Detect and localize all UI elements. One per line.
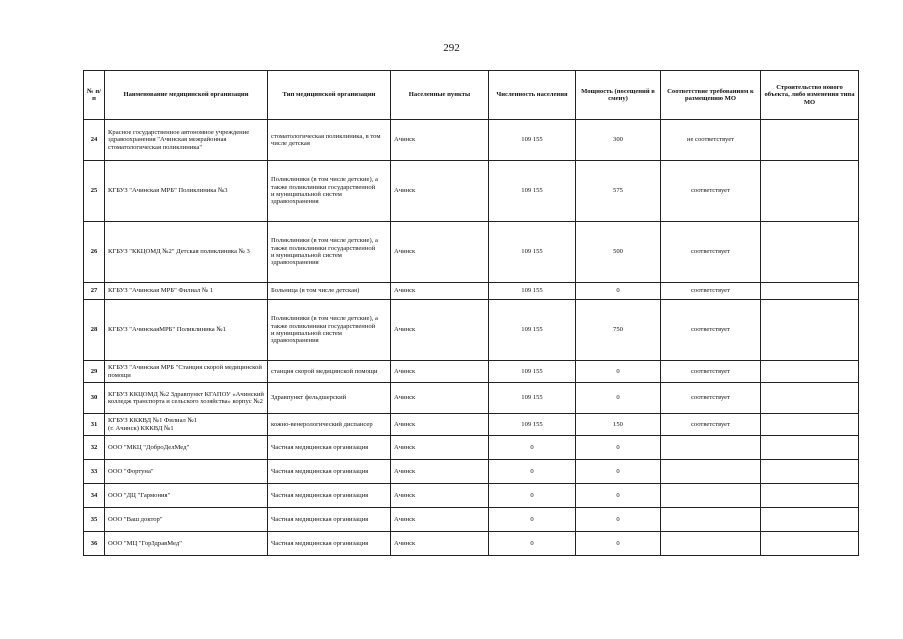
- organization-name-cell: ООО "ДЦ "Гармония": [105, 484, 268, 508]
- settlement-cell: Ачинск: [391, 300, 489, 361]
- table-header-row: [84, 71, 859, 120]
- row-number-cell: 28: [84, 300, 105, 361]
- organization-type-cell: Частная медицинская организация: [268, 436, 391, 460]
- organization-type-cell: Частная медицинская организация: [268, 508, 391, 532]
- capacity-cell: 0: [576, 361, 661, 383]
- organization-name-cell: ООО "МЦ "ГорЗдравМед": [105, 532, 268, 556]
- organization-type-cell: Частная медицинская организация: [268, 532, 391, 556]
- row-number-cell: 36: [84, 532, 105, 556]
- construction-cell: [761, 300, 859, 361]
- settlement-cell: Ачинск: [391, 383, 489, 414]
- capacity-cell: 750: [576, 300, 661, 361]
- page-number: 292: [443, 42, 460, 54]
- row-number-cell: 32: [84, 436, 105, 460]
- row-number-cell: 29: [84, 361, 105, 383]
- organization-name-cell: КГБУЗ "Ачинская МРБ" Поликлиника №3: [105, 161, 268, 222]
- table-row: [84, 414, 859, 436]
- organization-name-cell: КГБУЗ "Ачинская МРБ" Филиал № 1: [105, 283, 268, 300]
- col-header-organization-name: Наименование медицинской организации: [105, 71, 268, 120]
- compliance-cell: [661, 484, 761, 508]
- capacity-cell: 500: [576, 222, 661, 283]
- compliance-cell: не соответствует: [661, 120, 761, 161]
- construction-cell: [761, 414, 859, 436]
- organization-name-cell: КГБУЗ "ККЦОМД №2" Детская поликлиника № 3: [105, 222, 268, 283]
- organization-type-cell: Поликлиники (в том числе детские), а также поликлиники государственной и муниципальной систем здравоохранения: [268, 222, 391, 283]
- table-row: [84, 436, 859, 460]
- compliance-cell: соответствует: [661, 414, 761, 436]
- settlement-cell: Ачинск: [391, 361, 489, 383]
- capacity-cell: 150: [576, 414, 661, 436]
- construction-cell: [761, 508, 859, 532]
- organization-name-cell: КГБУЗ "АчинскаяМРБ" Поликлиника №1: [105, 300, 268, 361]
- organization-type-cell: станция скорой медицинской помощи: [268, 361, 391, 383]
- row-number-cell: 34: [84, 484, 105, 508]
- compliance-cell: [661, 508, 761, 532]
- construction-cell: [761, 460, 859, 484]
- settlement-cell: Ачинск: [391, 484, 489, 508]
- row-number-cell: 27: [84, 283, 105, 300]
- organization-type-cell: Поликлиники (в том числе детские), а также поликлиники государственной и муниципальной систем здравоохранения: [268, 300, 391, 361]
- organization-name-cell: ООО "МКЦ "ДоброДелМед": [105, 436, 268, 460]
- settlement-cell: Ачинск: [391, 283, 489, 300]
- capacity-cell: 0: [576, 283, 661, 300]
- settlement-cell: Ачинск: [391, 120, 489, 161]
- capacity-cell: 0: [576, 436, 661, 460]
- compliance-cell: соответствует: [661, 383, 761, 414]
- table-row: [84, 300, 859, 361]
- row-number-cell: 24: [84, 120, 105, 161]
- compliance-cell: соответствует: [661, 161, 761, 222]
- settlement-cell: Ачинск: [391, 222, 489, 283]
- settlement-cell: Ачинск: [391, 508, 489, 532]
- construction-cell: [761, 283, 859, 300]
- construction-cell: [761, 383, 859, 414]
- row-number-cell: 31: [84, 414, 105, 436]
- capacity-cell: 300: [576, 120, 661, 161]
- compliance-cell: [661, 436, 761, 460]
- col-header-population: Численность населения: [489, 71, 576, 120]
- organization-type-cell: кожно-венерологический диспансер: [268, 414, 391, 436]
- population-cell: 109 155: [489, 283, 576, 300]
- population-cell: 0: [489, 508, 576, 532]
- organization-name-cell: ООО "Фортуна": [105, 460, 268, 484]
- settlement-cell: Ачинск: [391, 532, 489, 556]
- compliance-cell: соответствует: [661, 222, 761, 283]
- organization-type-cell: Поликлиники (в том числе детские), а также поликлиники государственной и муниципальной систем здравоохранения: [268, 161, 391, 222]
- settlement-cell: Ачинск: [391, 161, 489, 222]
- table-row: [84, 361, 859, 383]
- table-row: [84, 532, 859, 556]
- capacity-cell: 0: [576, 508, 661, 532]
- construction-cell: [761, 222, 859, 283]
- compliance-cell: соответствует: [661, 361, 761, 383]
- table-row: [84, 484, 859, 508]
- table-row: [84, 120, 859, 161]
- col-header-settlements: Населенные пункты: [391, 71, 489, 120]
- organization-name-cell: КГБУЗ "Ачинская МРБ "Станция скорой медицинской помощи: [105, 361, 268, 383]
- population-cell: 0: [489, 532, 576, 556]
- organization-type-cell: Частная медицинская организация: [268, 460, 391, 484]
- table-row: [84, 283, 859, 300]
- table-row: [84, 222, 859, 283]
- table-row: [84, 460, 859, 484]
- construction-cell: [761, 161, 859, 222]
- capacity-cell: 0: [576, 383, 661, 414]
- capacity-cell: 0: [576, 532, 661, 556]
- organization-name-cell: ООО "Ваш доктор": [105, 508, 268, 532]
- settlement-cell: Ачинск: [391, 460, 489, 484]
- capacity-cell: 0: [576, 484, 661, 508]
- row-number-cell: 33: [84, 460, 105, 484]
- row-number-cell: 30: [84, 383, 105, 414]
- organization-type-cell: Частная медицинская организация: [268, 484, 391, 508]
- organization-type-cell: Больница (в том числе детская): [268, 283, 391, 300]
- compliance-cell: [661, 532, 761, 556]
- col-header-compliance: Соответствие требованиям к размещению МО: [661, 71, 761, 120]
- row-number-cell: 35: [84, 508, 105, 532]
- col-header-construction: Строительство нового объекта, либо изменения типа МО: [761, 71, 859, 120]
- medical-organizations-table: [83, 70, 859, 556]
- col-header-capacity: Мощность (посещений в смену): [576, 71, 661, 120]
- organization-name-cell: Красное государственное автономное учреждение здравоохранения "Ачинская межрайонная стоматологическая поликлиника": [105, 120, 268, 161]
- compliance-cell: соответствует: [661, 300, 761, 361]
- row-number-cell: 26: [84, 222, 105, 283]
- settlement-cell: Ачинск: [391, 414, 489, 436]
- population-cell: 109 155: [489, 383, 576, 414]
- row-number-cell: 25: [84, 161, 105, 222]
- col-header-organization-type: Тип медицинской организации: [268, 71, 391, 120]
- settlement-cell: Ачинск: [391, 436, 489, 460]
- table-row: [84, 161, 859, 222]
- population-cell: 109 155: [489, 300, 576, 361]
- compliance-cell: соответствует: [661, 283, 761, 300]
- population-cell: 109 155: [489, 161, 576, 222]
- table-body: [84, 120, 859, 556]
- capacity-cell: 0: [576, 460, 661, 484]
- organization-type-cell: стоматологическая поликлиника, в том числе детская: [268, 120, 391, 161]
- population-cell: 0: [489, 460, 576, 484]
- population-cell: 0: [489, 484, 576, 508]
- organization-name-cell: КГБУЗ КККВД №1 Филиал №1 (г. Ачинск) КККВД №1: [105, 414, 268, 436]
- capacity-cell: 575: [576, 161, 661, 222]
- organization-type-cell: Здравпункт фельдшерский: [268, 383, 391, 414]
- population-cell: 109 155: [489, 414, 576, 436]
- col-header-number: № п/п: [84, 71, 105, 120]
- population-cell: 109 155: [489, 361, 576, 383]
- table-row: [84, 508, 859, 532]
- construction-cell: [761, 361, 859, 383]
- population-cell: 109 155: [489, 222, 576, 283]
- population-cell: 109 155: [489, 120, 576, 161]
- construction-cell: [761, 532, 859, 556]
- table-row: [84, 383, 859, 414]
- construction-cell: [761, 484, 859, 508]
- compliance-cell: [661, 460, 761, 484]
- organization-name-cell: КГБУЗ ККЦОМД №2 Здравпункт КГАПОУ «Ачинский колледж транспорта и сельского хозяйства» корпус №2: [105, 383, 268, 414]
- population-cell: 0: [489, 436, 576, 460]
- construction-cell: [761, 436, 859, 460]
- construction-cell: [761, 120, 859, 161]
